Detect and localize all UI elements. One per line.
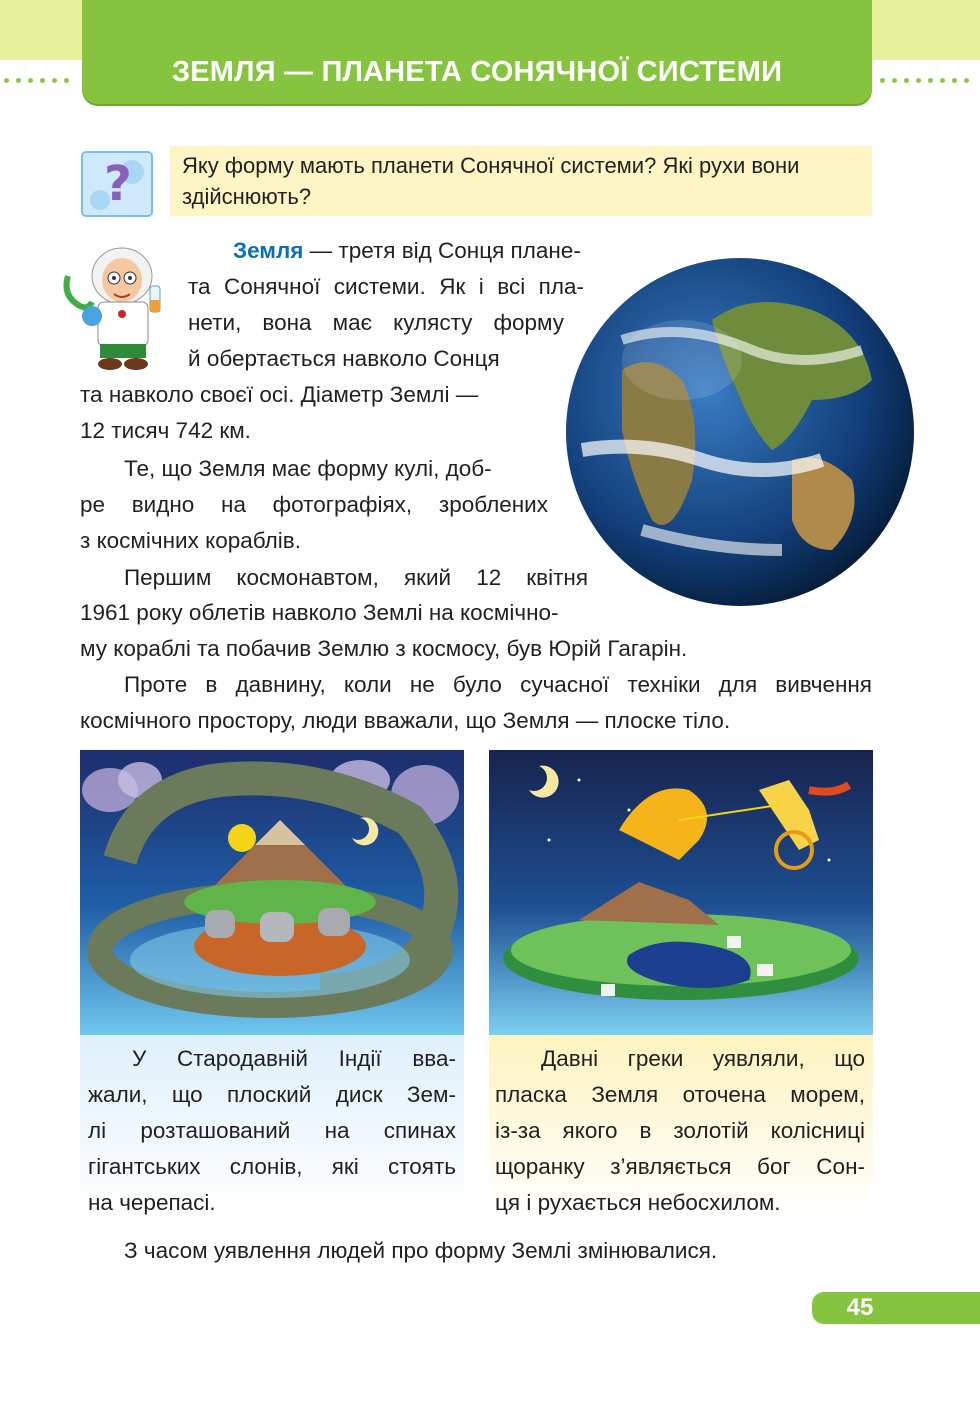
- intro-line-3: нети, вона має кулясту форму: [188, 310, 564, 335]
- p2-line-3: з космічних кораблів.: [80, 528, 301, 553]
- p2-line-1: Те, що Земля має форму кулі, доб-: [124, 456, 492, 481]
- p2-line-2: ре видно на фотографіях, зроблених: [80, 492, 548, 517]
- p4-line-1: Проте в давнину, коли не було сучасної техніки для вивчення: [124, 672, 872, 697]
- caption-left-line-4: гігантських слонів, які стоять: [88, 1154, 456, 1179]
- intro-line-6: 12 тисяч 742 км.: [80, 418, 251, 443]
- closing-text: З часом уявлення людей про форму Землі змінювалися.: [124, 1238, 718, 1263]
- greece-illustration: [489, 750, 873, 1035]
- caption-left-line-5: на черепасі.: [88, 1190, 216, 1215]
- caption-right-line-2: пласка Земля оточена морем,: [495, 1082, 865, 1107]
- intro-line-1: Земля — третя від Сонця плане-: [233, 238, 581, 263]
- intro-line-2: та Сонячної системи. Як і всі пла-: [188, 274, 584, 299]
- header-dots-right: [880, 70, 976, 76]
- page-number: 45: [846, 1294, 874, 1321]
- header-dots-left: [4, 70, 76, 76]
- caption-left-line-3: лі розташований на спинах: [88, 1118, 456, 1143]
- caption-right-line-5: ця і рухається небосхилом.: [495, 1190, 781, 1215]
- p4-line-2: космічного простору, люди вважали, що Земля — плоске тіло.: [80, 708, 731, 733]
- p3-line-2: 1961 року облетів навколо Землі на космічно-: [80, 600, 559, 625]
- caption-right-line-4: щоранку з’являється бог Сон-: [495, 1154, 865, 1179]
- p3-line-1: Першим космонавтом, який 12 квітня: [124, 565, 588, 590]
- question-icon: [80, 146, 156, 218]
- india-illustration: [80, 750, 464, 1035]
- caption-right-line-3: із-за якого в золотій колісниці: [495, 1118, 865, 1143]
- caption-left-line-2: жали, що плоский диск Зем-: [88, 1082, 456, 1107]
- intro-line-5: та навколо своєї осі. Діаметр Землі —: [80, 382, 479, 407]
- earth-photo: [562, 250, 918, 614]
- svg-text:?: ?: [104, 156, 132, 212]
- question-text: Яку форму мають планети Сонячної системи? Які рухи вони здійснюють?: [182, 153, 800, 209]
- caption-left-line-1: У Стародавній Індії вва-: [132, 1046, 456, 1071]
- caption-right-line-1: Давні греки уявляли, що: [541, 1046, 865, 1071]
- page-title: ЗЕМЛЯ — ПЛАНЕТА СОНЯЧНОЇ СИСТЕМИ: [171, 56, 783, 88]
- intro-line-4: й обертається навколо Сонця: [188, 346, 500, 371]
- term-earth: Земля: [233, 238, 304, 263]
- p3-line-3: му кораблі та побачив Землю з космосу, був Юрій Гагарін.: [80, 636, 688, 661]
- professor-illustration: [58, 236, 178, 372]
